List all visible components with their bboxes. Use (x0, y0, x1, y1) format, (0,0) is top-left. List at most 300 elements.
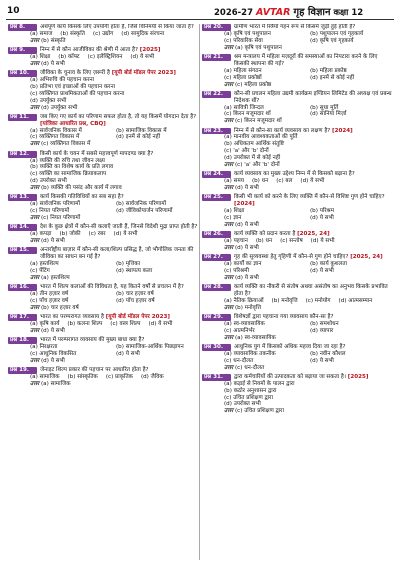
question-head (202, 344, 393, 351)
option-item: (d) ये सभी (116, 350, 140, 357)
question-head (8, 24, 199, 31)
question-text (40, 70, 199, 77)
option-item: (d) इनमें से कोई नहीं (310, 74, 355, 81)
answer-value: (d) ये सभी (235, 274, 259, 281)
option-item: (b) संस्कृति (60, 30, 85, 37)
question-number: प्रश्न 13. (8, 194, 37, 201)
answer-line (202, 245, 393, 252)
question-number: प्रश्न 23. (202, 128, 231, 135)
question-number: प्रश्न 14. (8, 224, 37, 231)
question-body: भारत का परम्परागत व्यवसाय है (40, 314, 104, 321)
answer-label: उत्तर (30, 304, 40, 311)
question-body: निम्न में से कौन आजीविका की श्रेणी में आता है? (40, 47, 138, 54)
option-list (202, 238, 393, 245)
question-body: जीविका के चुनाव के लिए ज़रूरी है (40, 70, 110, 77)
option-item: (a) कार्यों का ज्ञान (224, 261, 262, 268)
answer-label: उत्तर (30, 238, 40, 245)
answer-line (8, 61, 199, 68)
option-item: (b) प्रतिभा एवं इच्छाओं की पहचान करना (30, 83, 116, 90)
question-block (8, 47, 199, 68)
answer-value: (c) महिला प्रकोष्ठ (235, 81, 272, 88)
option-item: (c) महिला प्रकोष्ठों (224, 74, 262, 81)
question-text (234, 54, 393, 68)
answer-value: (d) ये सभी (41, 357, 65, 364)
option-item: (c) उद्योग (92, 30, 114, 37)
exam-tag: [2024] (234, 201, 255, 208)
answer-label: उत्तर (30, 274, 40, 281)
question-number: प्रश्न 15. (8, 247, 37, 254)
answer-value: (a) सामाजिक (41, 380, 71, 387)
option-list (8, 374, 199, 381)
question-block (202, 54, 393, 89)
option-item: (d) पाँच हज़ार वर्ष (116, 297, 155, 304)
exam-tag: [यूपी बोर्ड मॉडल पेपर 2023] (105, 314, 170, 321)
option-item: (d) ये सभी (113, 231, 138, 238)
option-item: (d) उपरोक्त में से कोई नहीं (224, 155, 281, 162)
option-list (8, 344, 199, 358)
answer-label: उत्तर (224, 334, 234, 341)
option-item: (a) व्यावसायिक तकनीक (224, 350, 276, 357)
option-item: (d) ये सभी (148, 320, 173, 327)
option-item: (b) समशोधन (310, 320, 339, 327)
option-item: (a) समाज (30, 30, 53, 37)
option-item: (b) जोकी (59, 231, 81, 238)
option-item: (c) नियत परिणामों (30, 208, 70, 215)
option-item: (a) महिला संगठन (224, 67, 262, 74)
question-text (40, 24, 199, 31)
question-text (234, 314, 393, 321)
option-list (8, 261, 199, 275)
question-body: कौन-सी प्रचलन महिला उद्यमी कार्यक्रम इण्डियन लिमिटेड की अध्यक्ष एवं प्रबन्ध निदेशक थीं? (234, 90, 392, 104)
right-column (202, 24, 393, 566)
question-head (202, 171, 393, 178)
answer-value: (d) ये सभी (235, 244, 259, 251)
option-item: (b) कॉफ्ट (58, 53, 80, 60)
question-head (202, 91, 393, 105)
option-item: (c) सन्तोष (280, 238, 303, 245)
answer-value: (c) व्यक्तिगत विकास में (41, 141, 91, 148)
answer-line (202, 408, 393, 415)
question-head (202, 24, 393, 31)
answer-line (202, 335, 393, 342)
exam-tag: [2025] (139, 47, 161, 54)
question-body: कार्य व्यवसाय का मुख्य उद्देश्य निम्न में से किसको बढ़ाना है? (234, 171, 355, 178)
option-item: (c) रबर (88, 231, 106, 238)
question-head (202, 284, 393, 298)
option-item: (d) कृषि एवं गृहकार्य (310, 37, 354, 44)
option-item: (b) व्यक्ति का विशेष कार्य के प्रति लगाव (30, 164, 114, 171)
option-item: (d) उपर्युक्त सभी (30, 97, 67, 104)
question-block (8, 284, 199, 312)
question-number: प्रश्न 31. (202, 374, 231, 381)
question-head (8, 367, 199, 374)
option-item: (a) तीन हज़ार वर्ष (30, 291, 69, 297)
question-block (8, 70, 199, 111)
option-item: (b) अधिकतम आर्थिक संतुष्टि (224, 141, 284, 148)
option-item: (c) पाँच हज़ार वर्ष (30, 297, 69, 304)
option-item: (d) आत्मसम्मान (338, 297, 373, 304)
option-item: (b) पशुपालन एवं गृहकार्य (310, 30, 364, 37)
option-item: (a) शिक्षा (224, 208, 245, 215)
answer-line (202, 162, 393, 169)
option-item: (a) कृषि एवं पशुपालन (224, 30, 271, 37)
answer-line (8, 305, 199, 312)
question-head (202, 314, 393, 321)
answer-line (202, 185, 393, 192)
question-body: भारत में परम्परागत व्यवसाय की मुख्य बाधा क्या है? (40, 337, 145, 344)
question-number: प्रश्न 24. (202, 171, 231, 178)
answer-label: उत्तर (224, 408, 234, 415)
question-block (202, 91, 393, 126)
option-item: (c) परिश्रमी (224, 267, 249, 274)
answer-line (8, 238, 199, 245)
question-number: प्रश्न 12. (8, 151, 37, 158)
exam-tag: [2025, 24] (297, 231, 330, 238)
option-item: (b) परिश्रम (310, 208, 334, 215)
question-head (8, 70, 199, 77)
brand-logo: AVTAR (255, 7, 291, 18)
answer-label: उत्तर (224, 118, 234, 125)
exam-tag: [2025, 24] (350, 254, 383, 261)
answer-label: उत्तर (30, 327, 40, 334)
answer-label: उत्तर (224, 364, 234, 371)
question-number: प्रश्न 17. (8, 314, 37, 321)
question-number: प्रश्न 27. (202, 254, 231, 261)
answer-value: (a) कृषि एवं पशुपालन (235, 44, 282, 51)
answer-line (202, 82, 393, 89)
option-list (202, 351, 393, 365)
answer-value: (d) ये सभी (41, 60, 65, 67)
question-head (202, 374, 393, 381)
answer-label: उत्तर (224, 162, 234, 169)
option-list (8, 54, 199, 61)
option-item: (d) ये सभी (300, 178, 325, 185)
option-item: (a) नैतिक क्रियाओं (224, 297, 264, 304)
option-item: (b) कठोर अनुशासन द्वारा (224, 387, 277, 394)
question-block (8, 367, 199, 388)
question-text (40, 337, 199, 344)
question-number: प्रश्न 28. (202, 284, 231, 291)
question-head (8, 151, 199, 158)
option-list (202, 134, 393, 162)
question-body: किसी भी कार्य को करने के लिए व्यक्ति में कौन-से विशिष्ट गुण होने चाहिए? (234, 194, 385, 201)
question-number: प्रश्न 11. (8, 114, 37, 121)
option-list (202, 208, 393, 222)
question-number: प्रश्न 10. (8, 70, 37, 77)
question-head (202, 194, 393, 208)
option-item: (c) वस्त्र शिल्प (110, 320, 141, 327)
answer-label: उत्तर (224, 44, 234, 51)
subject-title: गृह विज्ञान (293, 7, 331, 18)
option-list (8, 31, 199, 38)
answer-label: उत्तर (224, 185, 234, 192)
option-item: (a) सार्वजनिक विकास में (30, 127, 82, 134)
answer-line (202, 118, 393, 125)
question-block (8, 247, 199, 282)
option-list (202, 31, 393, 45)
answer-line (202, 365, 393, 372)
question-block (8, 24, 199, 45)
answer-value: (a) स्व-व्यावसायिक (235, 334, 276, 341)
option-item: (c) व्यक्तिगत विकास में (30, 134, 80, 141)
question-block (202, 344, 393, 372)
option-item: (b) सामाजिक-आर्थिक पिछड़ापन (116, 343, 184, 350)
option-item: (c) व्यक्तिगत प्राथमिकताओं की पहचान करना (30, 90, 125, 97)
option-item: (c) आत्मनिर्भर (224, 327, 255, 334)
question-block (8, 194, 199, 222)
class-label: कक्षा 12 (333, 8, 364, 18)
question-body: जब किए गए कार्य का परिणाम सफल होता है, तो यह किसमें योगदान देता है? (40, 113, 197, 120)
answer-value: (c) 'a' और 'b' दोनों (235, 162, 280, 169)
question-number: प्रश्न 20. (202, 24, 231, 31)
question-text (234, 344, 393, 351)
question-text (40, 114, 199, 128)
answer-value: (d) ये सभी (41, 238, 65, 245)
answer-line (8, 381, 199, 388)
column-divider (199, 24, 200, 560)
answer-line (202, 275, 393, 282)
question-number: प्रश्न 25. (202, 194, 231, 201)
question-text (234, 194, 393, 208)
option-item: (b) कार्य कुशलता (310, 261, 347, 268)
left-column (8, 24, 199, 566)
option-item: (b) कलना शिल्प (67, 320, 103, 327)
question-number: प्रश्न 16. (8, 284, 37, 291)
answer-label: उत्तर (224, 304, 234, 311)
question-body: गृह की सुव्यवस्था हेतु गृहिणी में कौन-से गुण होने चाहिए? (234, 254, 349, 261)
answer-value: (b) संस्कृति (41, 37, 66, 44)
option-item: (d) ये सभी (310, 238, 335, 245)
answer-value: (c) धन-दौलत (235, 364, 265, 371)
question-body: ग्रामीण भारत में स्त्रियाँ गहन रूप से किसमें जुड़ी हुई होती हैं? (234, 24, 356, 30)
question-head (8, 284, 199, 291)
question-block (202, 374, 393, 415)
option-item: (c) पेंटिंग (30, 267, 50, 274)
answer-value: (a) हस्तशिल्प (41, 274, 70, 281)
option-item: (a) शिक्षा (30, 53, 51, 60)
question-body: कार्य व्यक्ति का नौकरी से संतोष अथवा असंतोष का अनुभव किसके प्रभावित होता है? (234, 284, 388, 297)
question-number: प्रश्न 22. (202, 91, 231, 98)
option-item: (c) परिवारिक सेवा (224, 37, 263, 44)
option-item: (d) उपरोक्त सभी (30, 178, 67, 185)
option-list (202, 261, 393, 275)
option-item: (b) चार हज़ार वर्ष (116, 291, 154, 297)
option-item: (d) ये सभी (130, 53, 155, 60)
question-head (8, 114, 199, 128)
question-number: प्रश्न 30. (202, 344, 231, 351)
option-item: (d) सामुदिक संरचना (121, 30, 165, 37)
question-number: प्रश्न 18. (8, 337, 37, 344)
option-item: (a) सावित्री जिन्दल (224, 104, 264, 111)
question-number: प्रश्न 21. (202, 54, 231, 61)
option-item: (a) कपड़ा (30, 231, 52, 238)
question-head (8, 314, 199, 321)
option-item: (d) जैविक (140, 373, 164, 380)
option-item: (c) इलेक्ट्रिशियन (87, 53, 123, 60)
answer-label: उत्तर (224, 274, 234, 281)
question-body: अन्तर्राष्ट्रीय बाज़ार में कौन-सी कला/शिल्प प्रसिद्ध है, जो भौगोलिक जनता की जीविका का साधन बन गई है? (40, 247, 194, 261)
option-item: (b) सांस्कृतिक (67, 373, 98, 380)
option-item: (d) व्यापार (310, 327, 334, 334)
question-body: अर्थपूर्ण कार्य किसके लिए उपयोगी होता है, जिसे विनिमयी से किया जाता है? (40, 24, 194, 30)
option-item: (b) सुधा मूर्ति (310, 104, 339, 111)
option-list (202, 321, 393, 335)
question-body: विशेषज्ञों द्वारा पहचाना गया व्यावसाय कौन-सा है? (234, 314, 334, 321)
option-item: (c) किरन मजूमदार शॉ (224, 111, 271, 118)
question-text (40, 151, 199, 158)
option-item: (b) मृत्तिका (116, 261, 141, 268)
option-list (8, 201, 199, 215)
answer-line (8, 141, 199, 148)
option-item: (b) धन (255, 238, 273, 245)
question-text (40, 314, 199, 321)
option-item: (c) प्राकृतिक (105, 373, 133, 380)
question-head (8, 224, 199, 231)
answer-label: उत्तर (224, 221, 234, 228)
question-block (202, 231, 393, 252)
question-block (202, 171, 393, 192)
exam-tag: [यांत्रिका आधारित प्रश्न, CBQ] (40, 120, 106, 127)
question-block (202, 128, 393, 169)
exam-tag: [2025] (347, 373, 369, 380)
option-item: (a) मानवीय आवश्यकताओं की पूर्ति (224, 134, 298, 141)
option-item: (b) महिला प्रकोष्ठ (310, 67, 347, 74)
question-block (202, 254, 393, 282)
exam-tag: [2024] (332, 127, 353, 134)
option-item: (a) सार्वजनिक परिणामों (30, 201, 80, 208)
question-body: निम्न में से कौन-सा कार्य व्यवसाय का लक्षण है? (234, 127, 331, 134)
option-list (8, 158, 199, 186)
question-block (8, 337, 199, 365)
question-block (8, 114, 199, 149)
question-body: कार्य व्यक्ति को प्रदान करता है (234, 231, 296, 238)
option-item: (d) स्थापत्य कला (116, 267, 153, 274)
option-item: (c) बल (276, 178, 293, 185)
option-item: (a) समय (224, 178, 244, 185)
answer-line (202, 305, 393, 312)
question-block (202, 284, 393, 312)
option-item: (c) ज्ञान (224, 215, 242, 222)
option-item: (d) ये सभी (310, 267, 334, 274)
answer-line (8, 358, 199, 365)
answer-value: (c) किरन मजूमदार शॉ (235, 118, 282, 125)
option-item: (a) अभिरुचि की पहचान करना (30, 76, 95, 83)
question-body: किसी कार्य के चयन में सबसे महत्त्वपूर्ण मापदण्ड क्या है? (40, 150, 154, 157)
question-head (8, 247, 199, 261)
answer-label: उत्तर (30, 104, 40, 111)
answer-value: (d) ये सभी (235, 221, 259, 228)
answer-line (8, 215, 199, 222)
answer-label: उत्तर (30, 215, 40, 222)
question-number: प्रश्न 9. (8, 47, 37, 54)
option-item: (a) व्यक्ति की रुचि तथा जीवन लक्ष्य (30, 157, 105, 164)
question-body: कार्य किसकी गतिविधियों का सब सहा है? (40, 194, 124, 201)
question-text (40, 47, 199, 54)
question-head (202, 54, 393, 68)
option-list (202, 381, 393, 409)
question-body: भारत में शिल्प कलाओं की विविधता है, यह कितने वर्षों से प्रचलन में है? (40, 284, 184, 291)
question-body: आधुनिक युग में किसको अधिक महत्त्व दिया जा रहा है? (234, 343, 346, 350)
option-item: (b) सामाजिक विकास में (116, 127, 167, 134)
answer-label: उत्तर (30, 37, 40, 44)
option-item: (b) नवीन कौशल (310, 350, 346, 357)
question-number: प्रश्न 29. (202, 314, 231, 321)
question-number: प्रश्न 8. (8, 24, 37, 31)
question-text (40, 284, 199, 291)
question-text (234, 284, 393, 298)
option-list (202, 68, 393, 82)
answer-line (8, 105, 199, 112)
question-block (8, 151, 199, 192)
option-item: (d) ये सभी (310, 215, 334, 222)
question-block (8, 224, 199, 245)
option-item: (c) 'a' और 'b' दोनों (224, 148, 269, 155)
option-item: (d) सानिया मिर्ज़ा (310, 111, 347, 118)
answer-label: उत्तर (30, 185, 40, 192)
option-item: (c) उचित प्रशिक्षण द्वारा (224, 394, 273, 401)
question-body: द्वारा कर्मचारियों की उत्पादकता को बढ़ाया जा सकता है। (234, 373, 347, 380)
option-item: (a) कड़ाई से नियमों के पालन द्वारा (224, 380, 295, 387)
question-text (234, 91, 393, 105)
option-list (8, 291, 199, 305)
option-item: (a) निरक्षरता (30, 343, 58, 350)
option-item: (c) व्यक्ति का सामाजिक क्रियाकलाप (30, 171, 107, 178)
option-item: (b) सार्वजनिक परिणामों (116, 201, 167, 208)
page-header (0, 0, 400, 20)
question-text (40, 367, 199, 374)
answer-line (8, 275, 199, 282)
question-body: जेनाइट शिल्प प्रकार की पहचान पर आधारित होता है? (40, 366, 149, 373)
answer-value: (b) चार हज़ार वर्ष (41, 304, 79, 311)
answer-value: (b) मनोवृत्ति (235, 304, 262, 311)
answer-value: (d) उपर्युक्त सभी (41, 104, 78, 111)
option-item: (a) सामाजिक (30, 373, 60, 380)
option-item: (c) आधुनिक विकसित (30, 350, 77, 357)
option-list (202, 298, 393, 305)
answer-label: उत्तर (30, 357, 40, 364)
answer-label: उत्तर (224, 81, 234, 88)
answer-value: (d) ये सभी (41, 327, 65, 334)
page-number: 10 (7, 6, 20, 16)
option-list (8, 128, 199, 142)
option-list (202, 105, 393, 119)
answer-label: उत्तर (30, 141, 40, 148)
question-block (8, 314, 199, 335)
answer-value: (c) नियत परिणामों (41, 215, 81, 222)
question-text (40, 247, 199, 261)
answer-line (202, 45, 393, 52)
year-label: 2026-27 (214, 8, 254, 18)
running-title (214, 4, 363, 18)
option-item: (d) ये सभी (310, 357, 334, 364)
question-text (234, 24, 393, 31)
question-block (202, 314, 393, 342)
option-item: (a) हस्तशिल्प (30, 261, 59, 268)
option-item: (a) स्व-व्यावसायिक (224, 320, 265, 327)
option-item: (b) धन (251, 178, 269, 185)
option-item: (d) इनमें से कोई नहीं (116, 134, 161, 141)
question-number: प्रश्न 19. (8, 367, 37, 374)
question-number: प्रश्न 26. (202, 231, 231, 238)
option-item: (d) उपरोक्त सभी (224, 401, 261, 408)
answer-line (8, 185, 199, 192)
answer-value: (c) उचित प्रशिक्षण द्वारा (235, 408, 284, 415)
option-item: (a) कृषि कार्य (30, 320, 60, 327)
question-head (8, 337, 199, 344)
option-item: (d) जीविकोपार्जन परिणामों (116, 208, 173, 215)
answer-label: उत्तर (30, 60, 40, 67)
option-item: (a) पहचान (224, 238, 248, 245)
